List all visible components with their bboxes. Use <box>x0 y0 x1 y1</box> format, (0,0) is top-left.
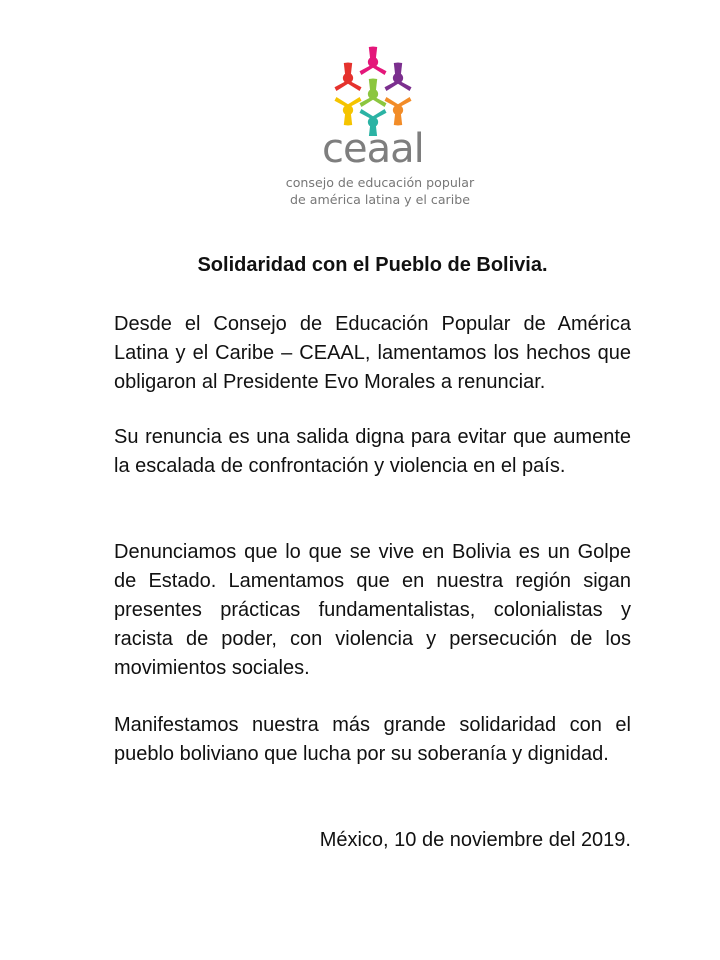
paragraph-1: Desde el Consejo de Educación Popular de América Latina y el Caribe – CEAAL, lamentamos los hechos que obligaron al Presidente Evo Morales a renunciar. <box>114 313 631 393</box>
logo-subtitle <box>282 174 478 208</box>
figure-yellow <box>335 97 362 126</box>
paragraph-4: Manifestamos nuestra más grande solidaridad con el pueblo boliviano que lucha por su soberanía y dignidad. <box>114 714 631 765</box>
paragraph-2: Su renuncia es una salida digna para evitar que aumente la escalada de confrontación y violencia en el país. <box>114 426 631 477</box>
logo-subtitle-line2: de américa latina y el caribe <box>290 192 470 207</box>
figure-purple <box>385 63 412 92</box>
paragraph-3: Denunciamos que lo que se vive en Bolivia es un Golpe de Estado. Lamentamos que en nuestra región sigan presentes prácticas fundamentalistas, colonialistas y racista de poder, con violencia y persecución de los movimientos sociales. <box>114 541 631 679</box>
ceaal-people-mark-icon <box>328 44 418 136</box>
document-title: Solidaridad con el Pueblo de Bolivia. <box>197 254 548 276</box>
figure-magenta <box>360 47 387 76</box>
figure-green <box>360 79 387 108</box>
figure-red <box>335 63 362 92</box>
logo-wordmark: ceaal <box>322 126 424 172</box>
figure-orange <box>385 97 412 126</box>
place-date-signoff: México, 10 de noviembre del 2019. <box>319 829 631 851</box>
ceaal-logo <box>282 44 478 208</box>
logo-subtitle-line1: consejo de educación popular <box>285 175 475 190</box>
